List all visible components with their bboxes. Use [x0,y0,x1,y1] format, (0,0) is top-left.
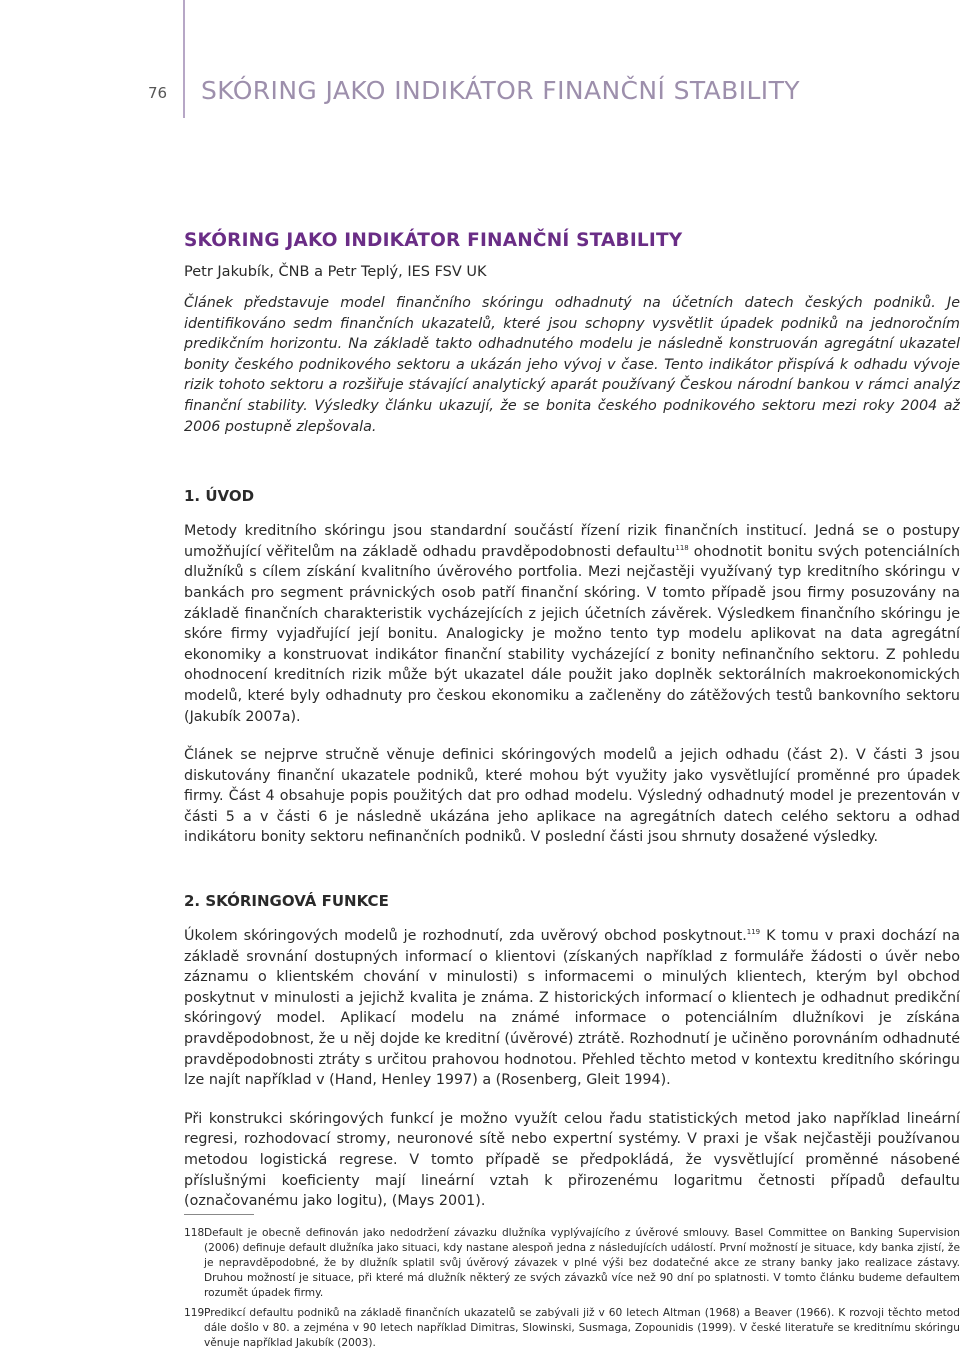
footnote-text: Default je obecně definován jako nedodržení závazku dlužníka vyplývajícího z úvěrové smlouvy. Basel Committee on Banking Supervision (2006) definuje default dlužníka jako situaci, kdy nastane alespoň jedna z následujících událostí. První možností je situace, kdy banka zjistí, že je nepravděpodobné, že by dlužník splatil svůj úvěrový závazek v plné výši bez dodatečné akce ze strany banky jako realizace zástavy. Druhou možností je situace, při které má dlužník některý ze svých závazků více než 90 dní po splatnosti. V tomto článku budeme defaultem rozumět úpadek firmy. [204,1227,960,1299]
section-heading-intro: 1. ÚVOD [184,487,255,506]
header-divider [183,0,185,118]
footnote [184,1226,960,1301]
footnote-divider [184,1214,254,1215]
footnote-ref-118[interactable]: 118 [675,543,689,552]
intro-p1-text-a: Metody kreditního skóringu jsou standardní součástí řízení rizik finančních institucí. Jedná se o postupy umožňující věřitelům na základě odhadu pravděpodobnosti defaultu [184,523,960,560]
intro-paragraph-2: Článek se nejprve stručně věnuje definici skóringových modelů a jejich odhadu (část 2). V části 3 jsou diskutovány finanční ukazatele podniků, které mohou být využity jako vysvětlující proměnné pro úpadek firmy. Část 4 obsahuje popis použitých dat pro odhad modelu. Výsledný odhadnutý model je prezentován v části 5 a v části 6 je následně ukázána jeho aplikace na agregátních datech celého sektoru a odhad indikátoru bonity sektoru nefinančních podniků. V poslední části jsou shrnuty dosažené výsledky. [184,747,960,846]
page-number: 76 [148,84,168,102]
footnote [184,1306,960,1351]
scoring-p1-text-a: Úkolem skóringových modelů je rozhodnutí, zda uvěrový obchod poskytnout. [184,928,747,945]
intro-paragraph-1 [184,521,960,727]
footnote-text: Predikcí defaultu podniků na základě finančních ukazatelů se zabývali již v 60 letech Altman (1968) a Beaver (1966). K rozvoji těchto metod dále došlo v 80. a zejména v 90 letech například Dimitras, Slowinski, Susmaga, Zopounidis (1999). V české literatuře se kreditnímu skóringu věnuje například Jakubík (2003). [204,1307,960,1349]
scoring-paragraph-1 [184,926,960,1091]
article-body [184,230,960,1212]
footnote-ref-119[interactable]: 119 [746,928,761,937]
section-heading-scoring: 2. SKÓRINGOVÁ FUNKCE [184,892,389,911]
footnote-number: 119 [184,1307,205,1319]
scoring-p1-text-b: K tomu v praxi dochází na základě srovnání dostupných informací o klientovi (získaných například z formuláře žádosti o úvěr nebo záznamu o klientském chování v minulosti) s informacemi o minulých klientech, kterým byl obchod poskytnut v minulosti a jejichž kvalita je známa. Z historických informací o klientech je odhadnut predikční skóringový model. Aplikací modelu na známé informace o potenciálním dlužníkovi je získána pravděpodobnost, že u něj dojde ke kreditní (úvěrové) ztrátě. Rozhodnutí je učiněno porovnáním odhadnuté pravděpodobnosti ztráty s určitou prahovou hodnotou. Přehled těchto metod v kontextu kreditního skóringu lze najít například v (Hand, Henley 1997) a (Rosenberg, Gleit 1994). [184,928,960,1089]
article-authors: Petr Jakubík, ČNB a Petr Teplý, IES FSV UK [184,264,487,280]
article-abstract: Článek představuje model finančního skóringu odhadnutý na účetních datech českých podniků. Je identifikováno sedm finančních ukazatelů, které jsou schopny vysvětlit úpadek podniků na jednoročním predikčním horizontu. Na základě takto odhadnutého modelu je následně konstruován agregátní ukazatel bonity českého podnikového sektoru a ukázán jeho vývoj v čase. Tento indikátor přispívá k odhadu vývoje rizik tohoto sektoru a rozšiřuje stávající analytický aparát používaný Českou národní bankou v rámci analýz finanční stability. Výsledky článku ukazují, že se bonita českého podnikového sektoru mezi roky 2004 až 2006 postupně zlepšovala. [184,295,960,435]
scoring-paragraph-2: Při konstrukci skóringových funkcí je možno využít celou řadu statistických metod jako například lineární regresi, rozhodovací stromy, neuronové sítě nebo expertní systémy. V praxi je však nejčastěji používanou metodou logistická regrese. V tomto případě se předpokládá, že vysvětlující proměnné násobené příslušnými koeficienty mají lineární vztah k přirozenému logaritmu četnosti případů defaultu (označovanému jako logitu), (Mays 2001). [184,1110,960,1210]
intro-p1-text-b: ohodnotit bonitu svých potenciálních dlužníků s cílem získání kvalitního úvěrového portfolia. Mezi nejčastěji využívaný typ kreditního skóringu v bankách pro segment právnických osob patří finanční skóring. V tomto případě jsou firmy posuzovány na základě finančních charakteristik vycházejících z jejich účetních závěrek. Výsledkem finančního skóringu je skóre firmy vyjadřující její bonitu. Analogicky je možno tento typ modelu aplikovat na data agregátní ekonomiky a konstruovat indikátor finanční stability vycházející z bonity nefinančního sektoru. Z pohledu ohodnocení kreditních rizik může být ukazatel dále použit jako doplněk sektorálních makroekonomických modelů, které byly odhadnuty pro českou ekonomiku a začleněny do zátěžových testů bankovního sektoru (Jakubík 2007a). [184,543,960,725]
footnote-number: 118 [184,1227,205,1239]
article-title: SKÓRING JAKO INDIKÁTOR FINANČNÍ STABILITY [184,230,683,251]
running-header: SKÓRING JAKO INDIKÁTOR FINANČNÍ STABILITY [201,76,800,105]
footnotes [184,1226,960,1356]
